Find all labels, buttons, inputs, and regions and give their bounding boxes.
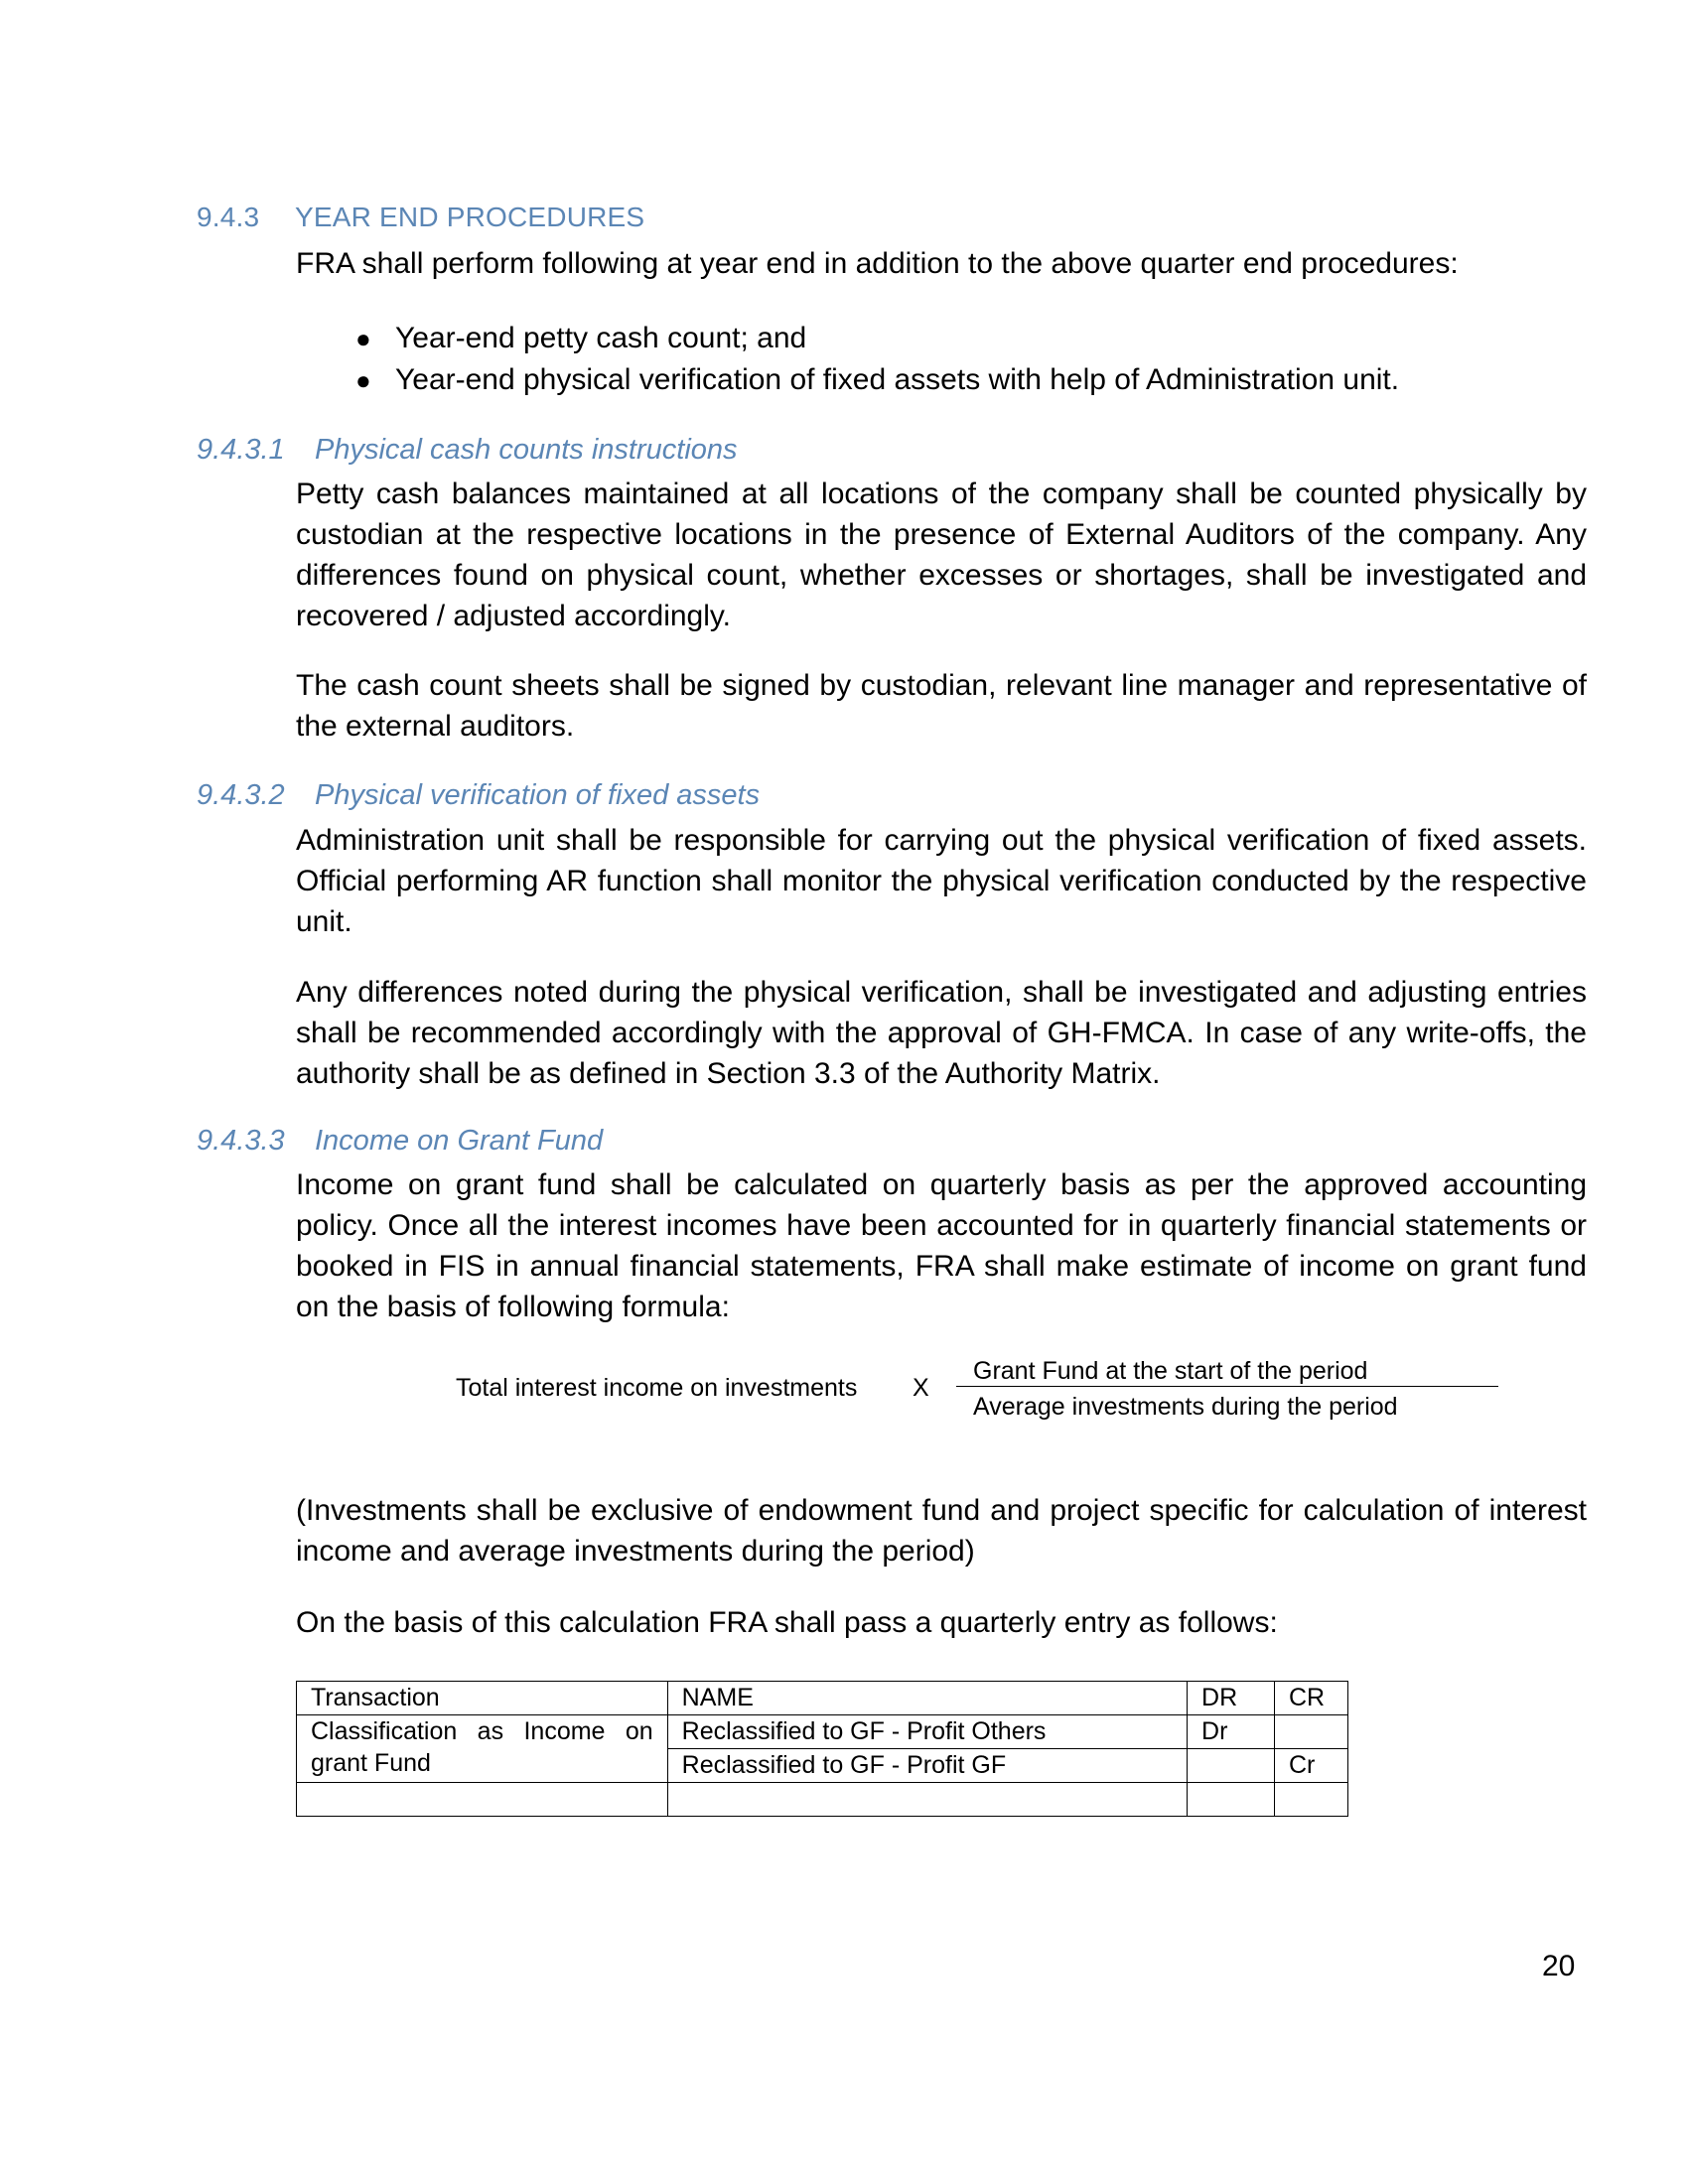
paragraph: Petty cash balances maintained at all locations of the company shall be counted physically by custodian at the respective locations in the presence of External Auditors of the company. Any differences found on physical count, whether excesses or shortages, shall be investigated and recovered / adjusted accordingly.	[296, 478, 1587, 632]
formula-denominator: Average investments during the period	[973, 1393, 1398, 1421]
transaction-cell: Classification as Income on grant Fund	[297, 1715, 668, 1783]
subsection-number: 9.4.3.3	[197, 1125, 285, 1157]
page-number: 20	[1542, 1950, 1576, 1982]
dr-cell	[1188, 1749, 1275, 1783]
table-header-row	[297, 1682, 1348, 1715]
dr-cell: Dr	[1188, 1715, 1275, 1749]
subsection-title: Income on Grant Fund	[315, 1125, 604, 1157]
formula-left-term: Total interest income on investments	[456, 1374, 858, 1402]
header-cr: CR	[1274, 1682, 1347, 1715]
fraction-line	[956, 1386, 1498, 1387]
bullet-text: Year-end physical verification of fixed assets with help of Administration unit.	[395, 363, 1400, 396]
empty-cell	[297, 1783, 668, 1817]
formula-numerator: Grant Fund at the start of the period	[973, 1357, 1368, 1385]
header-dr: DR	[1188, 1682, 1275, 1715]
paragraph: Any differences noted during the physical verification, shall be investigated and adjusting entries shall be recommended accordingly with the approval of GH-FMCA. In case of any write-offs, the authority shall be as defined in Section 3.3 of the Authority Matrix.	[296, 976, 1587, 1090]
header-transaction: Transaction	[297, 1682, 668, 1715]
table-row	[297, 1715, 1348, 1749]
entry-table	[296, 1681, 1348, 1817]
table-row-empty	[297, 1783, 1348, 1817]
subsection-heading	[197, 1125, 603, 1158]
paragraph: (Investments shall be exclusive of endowment fund and project specific for calculation of interest income and average investments during the period)	[296, 1494, 1587, 1568]
cr-cell	[1274, 1715, 1347, 1749]
subsection-title: Physical cash counts instructions	[315, 434, 738, 466]
bullet-text: Year-end petty cash count; and	[395, 322, 807, 354]
header-name: NAME	[667, 1682, 1187, 1715]
section-number: 9.4.3	[197, 202, 260, 232]
paragraph: On the basis of this calculation FRA shall pass a quarterly entry as follows:	[296, 1606, 1278, 1639]
subsection-heading	[197, 434, 738, 467]
subsection-number: 9.4.3.1	[197, 434, 285, 466]
bullet-icon: ●	[355, 324, 371, 353]
subsection-heading	[197, 779, 760, 812]
formula-multiply-sign: X	[913, 1374, 929, 1402]
paragraph: The cash count sheets shall be signed by custodian, relevant line manager and representative of the external auditors.	[296, 669, 1587, 743]
section-title: YEAR END PROCEDURES	[295, 202, 645, 232]
name-cell: Reclassified to GF - Profit Others	[667, 1715, 1187, 1749]
subsection-number: 9.4.3.2	[197, 779, 285, 811]
empty-cell	[667, 1783, 1187, 1817]
section-intro: FRA shall perform following at year end in addition to the above quarter end procedures:	[296, 247, 1459, 280]
name-cell: Reclassified to GF - Profit GF	[667, 1749, 1187, 1783]
empty-cell	[1188, 1783, 1275, 1817]
bullet-icon: ●	[355, 365, 371, 395]
cr-cell: Cr	[1274, 1749, 1347, 1783]
bullet-item	[355, 318, 1587, 359]
subsection-title: Physical verification of fixed assets	[315, 779, 761, 811]
paragraph: Income on grant fund shall be calculated on quarterly basis as per the approved accounting policy. Once all the interest incomes have been accounted for in quarterly financial statements or booked in FIS in annual financial statements, FRA shall make estimate of income on grant fund on the basis of following formula:	[296, 1168, 1587, 1323]
section-heading	[197, 202, 644, 233]
bullet-item	[355, 359, 1587, 401]
paragraph: Administration unit shall be responsible for carrying out the physical verification of fixed assets. Official performing AR function shall monitor the physical verification conducted by the respective unit.	[296, 824, 1587, 938]
empty-cell	[1274, 1783, 1347, 1817]
